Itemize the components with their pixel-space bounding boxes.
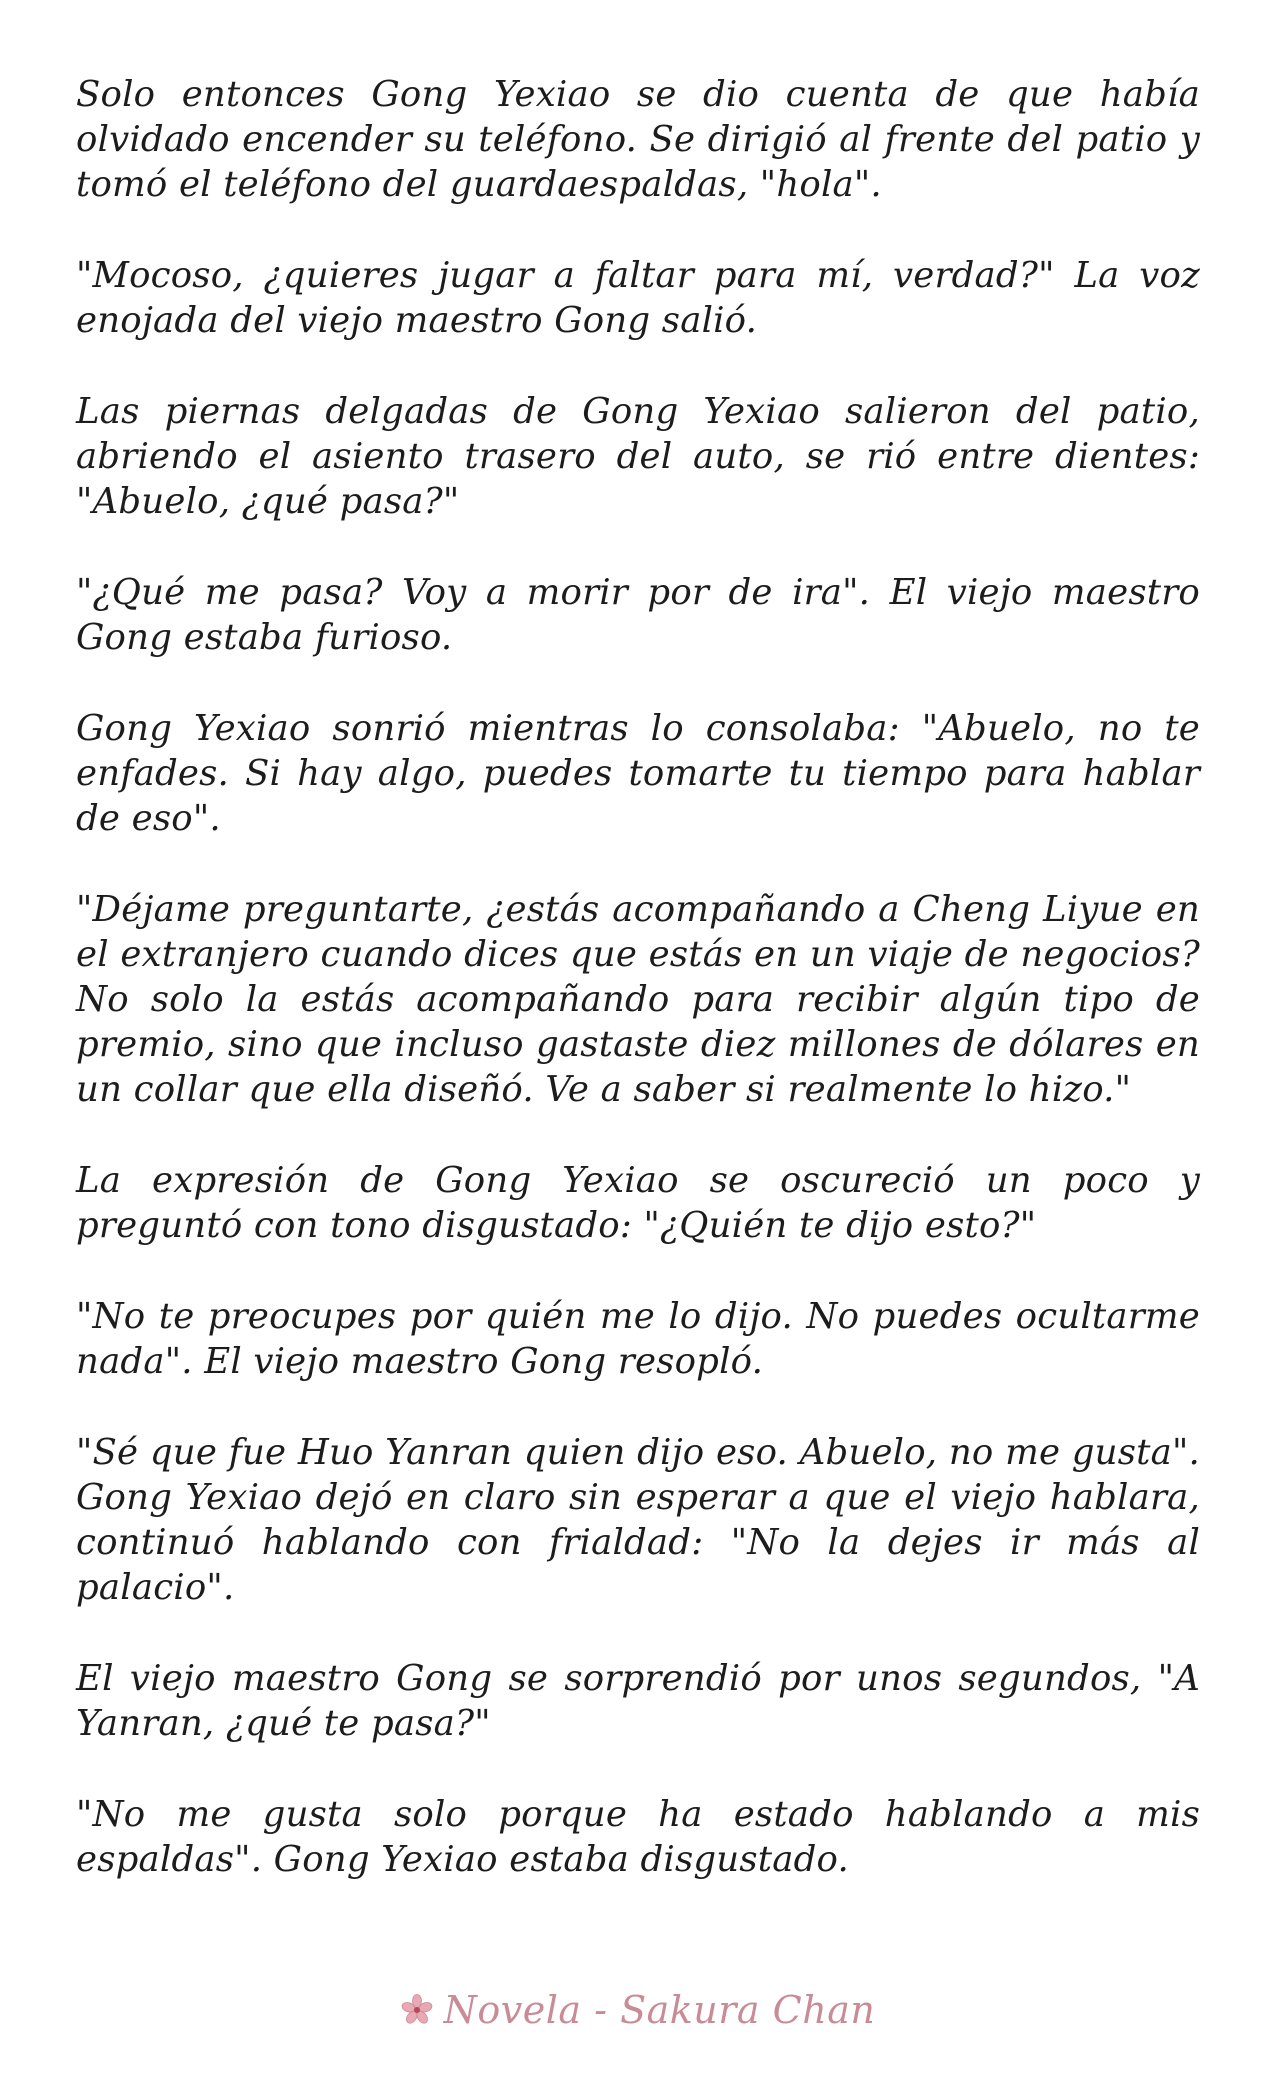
paragraph: Gong Yexiao sonrió mientras lo consolaba: "Abuelo, no te enfades. Si hay algo, puedes tomarte tu tiempo para hablar de eso". — [76, 708, 1200, 839]
paragraph: "¿Qué me pasa? Voy a morir por de ira". El viejo maestro Gong estaba furioso. — [76, 572, 1200, 658]
paragraph: El viejo maestro Gong se sorprendió por unos segundos, "A Yanran, ¿qué te pasa?" — [76, 1658, 1200, 1744]
watermark-text: Novela - Sakura Chan — [443, 1988, 876, 2032]
story-text — [76, 72, 1200, 1928]
paragraph: Las piernas delgadas de Gong Yexiao salieron del patio, abriendo el asiento trasero del auto, se rió entre dientes: "Abuelo, ¿qué pasa?" — [76, 391, 1200, 522]
sakura-flower-icon — [400, 1993, 434, 2027]
paragraph: La expresión de Gong Yexiao se oscureció un poco y preguntó con tono disgustado: "¿Quién te dijo esto?" — [76, 1160, 1200, 1246]
paragraph: "Mocoso, ¿quieres jugar a faltar para mí, verdad?" La voz enojada del viejo maestro Gong salió. — [76, 255, 1200, 341]
paragraph: "Sé que fue Huo Yanran quien dijo eso. Abuelo, no me gusta". Gong Yexiao dejó en claro sin esperar a que el viejo hablara, continuó hablando con frialdad: "No la dejes ir más al palacio". — [76, 1432, 1200, 1608]
paragraph: Solo entonces Gong Yexiao se dio cuenta de que había olvidado encender su teléfono. Se dirigió al frente del patio y tomó el teléfono del guardaespaldas, "hola". — [76, 74, 1200, 205]
paragraph: "No te preocupes por quién me lo dijo. No puedes ocultarme nada". El viejo maestro Gong resopló. — [76, 1296, 1200, 1382]
watermark — [0, 1980, 1275, 2040]
paragraph: "Déjame preguntarte, ¿estás acompañando a Cheng Liyue en el extranjero cuando dices que estás en un viaje de negocios? No solo la estás acompañando para recibir algún tipo de premio, sino que incluso gastaste diez millones de dólares en un collar que ella diseñó. Ve a saber si realmente lo hizo." — [76, 889, 1200, 1110]
paragraph: "No me gusta solo porque ha estado hablando a mis espaldas". Gong Yexiao estaba disgustado. — [76, 1794, 1200, 1880]
